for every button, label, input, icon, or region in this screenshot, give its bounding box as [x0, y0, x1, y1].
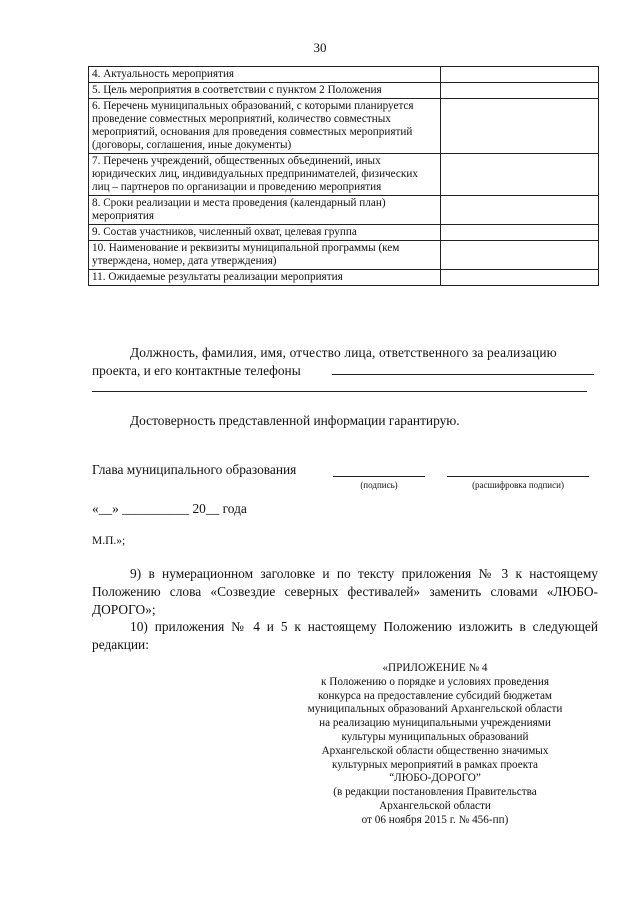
page-number: 30	[313, 40, 327, 55]
appendix-line: культурных мероприятий в рамках проекта	[332, 758, 538, 771]
table-row-label: 9. Состав участников, численный охват, целевая группа	[89, 225, 441, 241]
table-row-label: 10. Наименование и реквизиты муниципальной программы (кем утверждена, номер, дата утверждения)	[89, 241, 441, 270]
table-row	[89, 154, 599, 196]
appendix-line: “ЛЮБО-ДОРОГО”	[389, 772, 481, 785]
date-month-blank[interactable]: __________	[122, 501, 190, 516]
amendment-item-9: 9) в нумерационном заголовке и по тексту приложения № 3 к настоящему Положению слова «Созвездие северных фестивалей» заменить словами «ЛЮБО-ДОРОГО»;	[92, 566, 598, 617]
signature-decoding-blank[interactable]	[447, 476, 589, 477]
appendix-line: (в редакции постановления Правительства	[333, 786, 537, 799]
table-row	[89, 241, 599, 270]
table-row-label: 7. Перечень учреждений, общественных объединений, иных юридических лиц, индивидуальных предпринимателей, физических лиц – партнеров по организации и проведению мероприятия	[89, 154, 441, 196]
table-row-value[interactable]	[441, 67, 599, 83]
appendix-line: «ПРИЛОЖЕНИЕ № 4	[382, 662, 488, 674]
application-form-table	[88, 66, 599, 286]
signature-decoding-caption: (расшифровка подписи)	[472, 480, 564, 490]
table-row	[89, 67, 599, 83]
table-row-label: 6. Перечень муниципальных образований, с которыми планируется проведение совместных мероприятий, количество совместных мероприятий, основания для проведения совместных мероприятий (договоры, соглашения, иные документы)	[89, 99, 441, 154]
date-year-blank[interactable]: __	[205, 501, 220, 516]
date-year-suffix: года	[222, 501, 247, 516]
table-row	[89, 196, 599, 225]
appendix-line: конкурса на предоставление субсидий бюджетам	[317, 689, 553, 702]
date-open-quote: «	[92, 501, 99, 516]
table-row-label: 11. Ожидаемые результаты реализации мероприятия	[89, 270, 441, 286]
signature-blank[interactable]	[333, 476, 425, 477]
responsible-extra-blank[interactable]	[92, 391, 587, 392]
seal-mark: М.П.»;	[92, 535, 126, 547]
appendix-line: Архангельской области общественно значимых	[321, 744, 549, 757]
date-year-prefix: 20	[192, 501, 206, 516]
table-row-value[interactable]	[441, 241, 599, 270]
appendix-line: на реализацию муниципальными учреждениями	[319, 717, 551, 730]
appendix-line: к Положению о порядке и условиях проведения	[321, 675, 549, 688]
table-row-value[interactable]	[441, 225, 599, 241]
amendment-item-10: 10) приложения № 4 и 5 к настоящему Положению изложить в следующей редакции:	[92, 619, 598, 652]
table-row-value[interactable]	[441, 83, 599, 99]
table-row-label: 4. Актуальность мероприятия	[89, 67, 441, 83]
guarantee-statement: Достоверность представленной информации гарантирую.	[130, 413, 460, 428]
table-row	[89, 83, 599, 99]
table-row-value[interactable]	[441, 270, 599, 286]
date-day-blank[interactable]: __	[98, 501, 113, 516]
signature-caption: (подпись)	[360, 480, 398, 490]
date-close-quote: »	[112, 501, 119, 516]
appendix-line: от 06 ноября 2015 г. № 456-пп)	[361, 813, 509, 826]
table-row-label: 5. Цель мероприятия в соответствии с пунктом 2 Положения	[89, 83, 441, 99]
appendix-line: муниципальных образований Архангельской области	[307, 703, 563, 716]
table-row	[89, 225, 599, 241]
appendix-4-header	[270, 662, 600, 828]
table-row-label: 8. Сроки реализации и места проведения (календарный план) мероприятия	[89, 196, 441, 225]
head-of-municipality-label: Глава муниципального образования	[92, 462, 297, 477]
date-line	[92, 500, 247, 518]
table-row	[89, 270, 599, 286]
appendix-line: Архангельской области	[379, 799, 491, 812]
table-row-value[interactable]	[441, 196, 599, 225]
table-row-value[interactable]	[441, 99, 599, 154]
appendix-line: культуры муниципальных образований	[341, 730, 529, 743]
contact-phone-blank[interactable]	[332, 374, 594, 375]
table-row	[89, 99, 599, 154]
responsible-line-1: Должность, фамилия, имя, отчество лица, ответственного за реализацию	[130, 345, 557, 360]
responsible-line-2-text: проекта, и его контактные телефоны	[92, 363, 301, 378]
table-row-value[interactable]	[441, 154, 599, 196]
responsible-line-2	[92, 362, 598, 380]
